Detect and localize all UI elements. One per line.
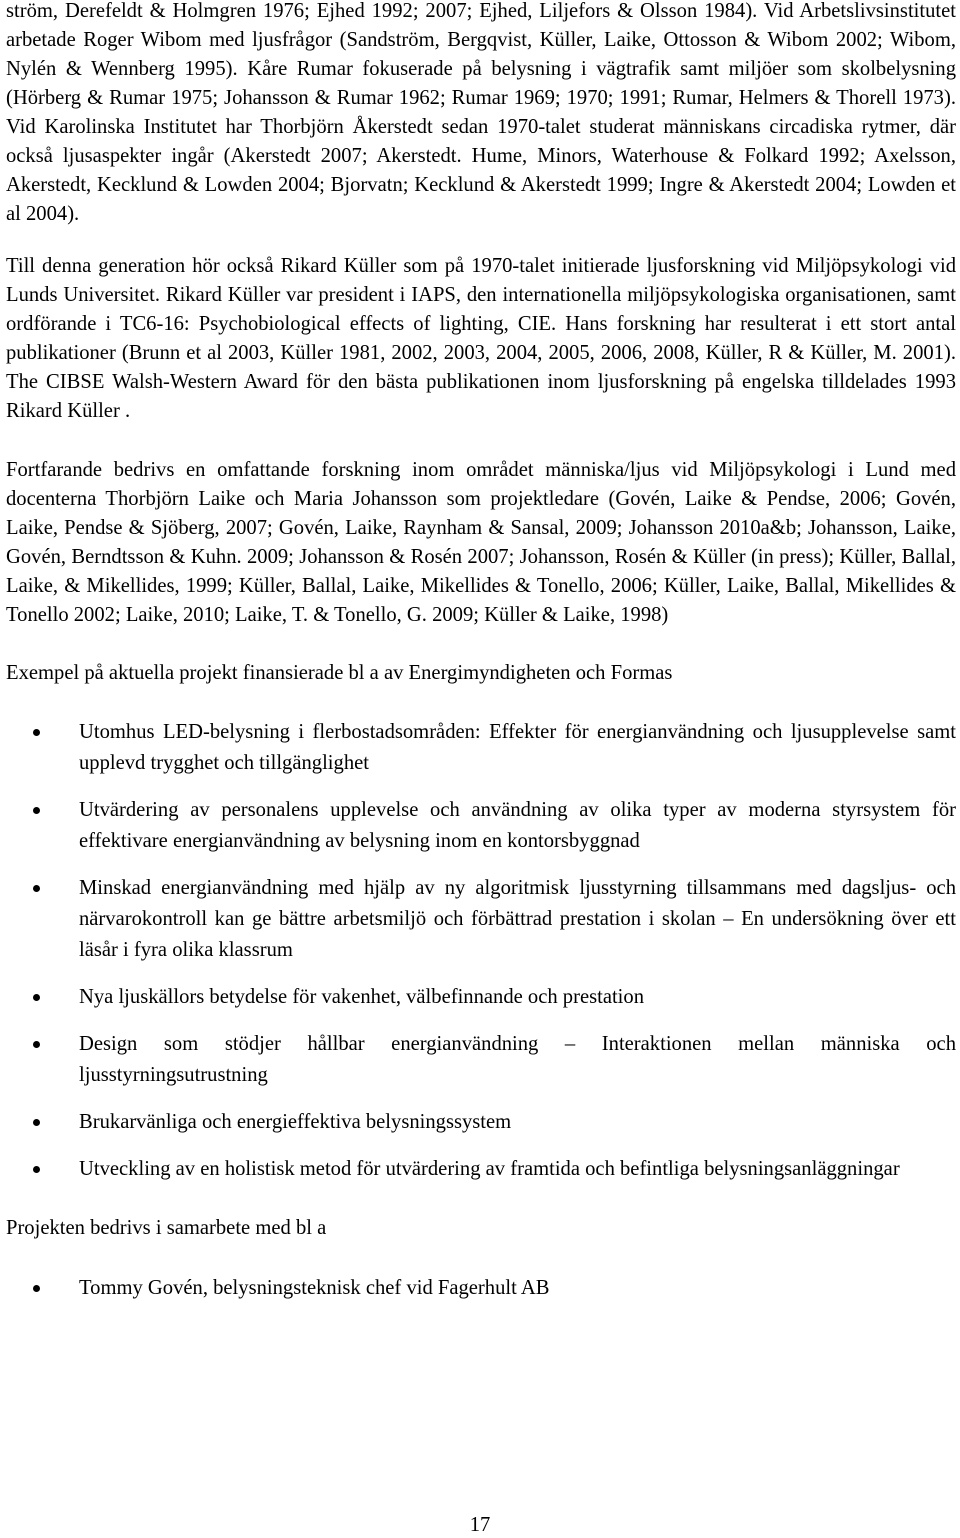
list-item bbox=[6, 795, 956, 857]
paragraph-ongoing-research: Fortfarande bedrivs en omfattande forskning inom området människa/ljus vid Miljöpsykologi i Lund med docenterna Thorbjörn Laike och Maria Johansson som projektledare (Govén, Laike & Pendse, 2006; Govén, Laike, Pendse & Sjöberg, 2007; Govén, Laike, Raynham & Sansal, 2009; Johansson 2010a&b; Johansson, Laike, Govén, Berndtsson & Kuhn. 2009; Johansson & Rosén 2007; Johansson, Rosén & Küller (in press); Küller, Ballal, Laike, & Mikellides, 1999; Küller, Ballal, Laike, Mikellides & Tonello, 2006; Küller, Laike, Ballal, Mikellides & Tonello 2002; Laike, 2010; Laike, T. & Tonello, G. 2009; Küller & Laike, 1998) bbox=[6, 459, 956, 626]
paragraph-rikard-kuller: Till denna generation hör också Rikard Küller som på 1970-talet initierade ljusforskning vid Miljöpsykologi vid Lunds Universitet. Rikard Küller var president i IAPS, den internationella miljöpsykologiska organisationen, samt ordförande i TC6-16: Psychobiological effects of lighting, CIE. Hans forskning har resulterat i ett stort antal publikationer (Brunn et al 2003, Küller 1981, 2002, 2003, 2004, 2005, 2006, 2008, Küller, R & Küller, M. 2001). The CIBSE Walsh-Western Award för den bästa publikationen inom ljusforskning på engelska tilldelades 1993 Rikard Küller . bbox=[6, 255, 956, 422]
list-item bbox=[6, 1273, 956, 1304]
list-item-text: Minskad energianvändning med hjälp av ny algoritmisk ljusstyrning tillsammans med dagsljus- och närvarokontroll kan ge bättre arbetsmiljö och förbättrad prestation i skolan – En undersökning över ett läsår i fyra olika klassrum bbox=[79, 877, 956, 961]
list-item bbox=[6, 717, 956, 779]
list-item bbox=[6, 982, 956, 1013]
paragraph-collaboration-intro: Projekten bedrivs i samarbete med bl a bbox=[6, 1217, 327, 1239]
list-item bbox=[6, 1154, 956, 1185]
bullet-icon bbox=[33, 1041, 40, 1048]
list-item-text: Utveckling av en holistisk metod för utvärdering av framtida och befintliga belysningsanläggningar bbox=[79, 1158, 900, 1180]
bullet-icon bbox=[33, 1285, 40, 1292]
page-number: 17 bbox=[469, 1514, 491, 1536]
list-item bbox=[6, 1029, 956, 1091]
paragraph-research-history: ström, Derefeldt & Holmgren 1976; Ejhed 1992; 2007; Ejhed, Liljefors & Olsson 1984). Vid Arbetslivsinstitutet arbetade Roger Wibom med ljusfrågor (Sandström, Bergqvist, Küller, Laike, Ottosson & Wibom 2002; Wibom, Nylén & Wennberg 1995). Kåre Rumar fokuserade på belysning i vägtrafik samt miljöer som skolbelysning (Hörberg & Rumar 1975; Johansson & Rumar 1962; Rumar 1969; 1970; 1991; Rumar, Helmers & Thorell 1973). Vid Karolinska Institutet har Thorbjörn Åkerstedt sedan 1970-talet studerat människans circadiska rytmer, där också ljusaspekter ingår (Akerstedt 2007; Akerstedt. Hume, Minors, Waterhouse & Folkard 1992; Axelsson, Akerstedt, Kecklund & Lowden 2004; Bjorvatn; Kecklund & Akerstedt 1999; Ingre & Akerstedt 2004; Lowden et al 2004). bbox=[6, 0, 956, 225]
bullet-icon bbox=[33, 994, 40, 1001]
bullet-icon bbox=[33, 1119, 40, 1126]
document-page bbox=[6, 0, 956, 1304]
list-item-text: Tommy Govén, belysningsteknisk chef vid Fagerhult AB bbox=[79, 1277, 550, 1299]
list-item bbox=[6, 1107, 956, 1138]
paragraph-project-examples-intro: Exempel på aktuella projekt finansierade bl a av Energimyndigheten och Formas bbox=[6, 662, 673, 684]
bullet-icon bbox=[33, 807, 40, 814]
bullet-icon bbox=[33, 885, 40, 892]
partner-list bbox=[6, 1273, 956, 1304]
list-item-text: Utomhus LED-belysning i flerbostadsområden: Effekter för energianvändning och ljusupplevelse samt upplevd trygghet och tillgänglighet bbox=[79, 721, 956, 774]
bullet-icon bbox=[33, 1166, 40, 1173]
list-item-text: Brukarvänliga och energieffektiva belysningssystem bbox=[79, 1111, 512, 1133]
list-item-text: Utvärdering av personalens upplevelse och användning av olika typer av moderna styrsystem för effektivare energianvändning av belysning inom en kontorsbyggnad bbox=[79, 799, 956, 852]
project-list bbox=[6, 717, 956, 1185]
list-item bbox=[6, 873, 956, 966]
bullet-icon bbox=[33, 729, 40, 736]
list-item-text: Design som stödjer hållbar energianvändning – Interaktionen mellan människa och ljusstyrningsutrustning bbox=[79, 1033, 956, 1086]
list-item-text: Nya ljuskällors betydelse för vakenhet, välbefinnande och prestation bbox=[79, 986, 645, 1008]
